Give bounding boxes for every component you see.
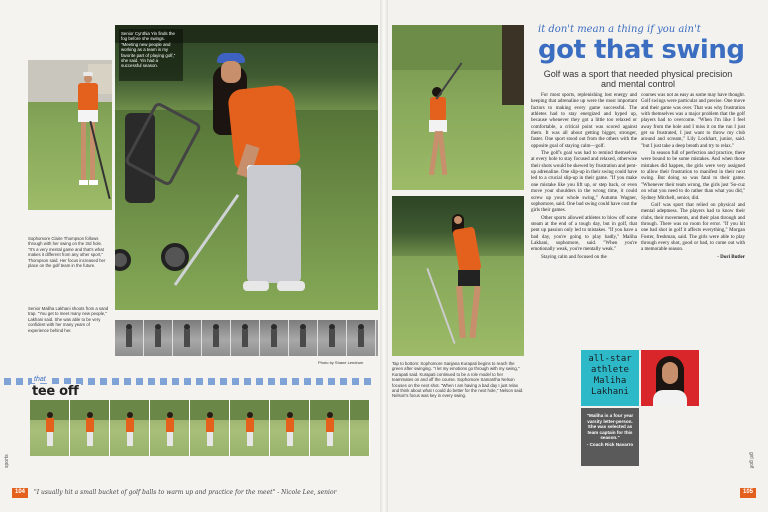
article-col2-p3: Golf was sport that relied on physical and mental adeptness. The players had to know their clubs, their movements, and their plan through and through. There was no room for error. "If you hit one bad shot in golf it affects everything," Morgan Foster, freshman, said. The girls were able to play through every shot, good or bad, to come out with a memorable season. — [641, 201, 745, 253]
allstar-line4: Lakhani — [591, 387, 629, 397]
tee-off-label-that: that — [34, 376, 46, 383]
subtitle: Golf was a sport that needed physical precision and mental control — [543, 69, 733, 89]
allstar-quote: "Maliha is a four year varsity letter-person. She was selected as team captain for this season." — [586, 413, 634, 441]
photo-sanjana-kurapati — [392, 25, 524, 190]
caption-claire-thompson: Sophomore Claire Thompson follows through with her swing on the 3rd hole. "It's a very mental game and that's what makes it different from any other sport," Thompson said. Her focus increased her place on the golf team in the future. — [28, 236, 106, 269]
tee-off-label: tee off — [32, 384, 79, 399]
caption-maliha-lakhani: Senior Maliha Lakhani shoots from a sand trap. "You get to meet many new people," Lakhani said. She was able to be very confident with her many years of experience behind her. — [28, 306, 109, 333]
title-main: got that swing — [538, 35, 745, 65]
page-gutter — [380, 0, 388, 512]
article-byline: - Dori Butler — [717, 253, 745, 260]
tee-off-swing-strip — [30, 400, 370, 456]
article-col2-p1: courses was not as easy as some may have thought. Golf swings were particular and precise. One move and their game was over. That was why frustration with themselves was a major problem that the golf players had to overcome. "When I'm like I feel away from the hole and I miss it on the run I just get so frustrated, I just want to throw my club around and scream," Lily Lockhart, junior, said. "but I just take a deep breath and try to relax." — [641, 92, 745, 149]
footer-quote: "I usually hit a small bucket of golf balls to warm up and practice for the meet" - Nicole Lee, senior — [34, 489, 337, 496]
allstar-box — [581, 350, 639, 406]
left-folio-label: sports — [4, 454, 10, 468]
right-page-number: 105 — [742, 489, 753, 495]
article-col1-p4: Staying calm and focused on the — [541, 253, 607, 260]
article-col2-p2: In season full of perfection and practice, there were bound to be some mistakes. And when those mistakes did happen, the girls were very assigned to allow their frustration to manifest in their next swing. But doing so was fatal to their game. "Whenever their team wrong, the girls just 'So-cuz on what you need to do rather than what you did," Sydney Mitchell, senior, did. — [641, 150, 745, 201]
article-column-1 — [531, 92, 637, 261]
allstar-line2: athlete — [591, 365, 629, 375]
allstar-attribution: - Coach Rick Navarro — [586, 441, 634, 447]
left-page-number: 104 — [14, 489, 25, 495]
portrait-maliha-lakhani — [641, 350, 699, 406]
article-column-2 — [641, 92, 745, 261]
grayscale-swing-strip — [115, 320, 378, 356]
article-col1-p1: For most sports, replenishing lost energy and keeping that adrenaline up were the most important factors to making every game successful. The athletes had to stay energized and hyped up, because whenever they got a little too relaxed or comfortable, a critical point was scored against them. It was all about getting bigger, stronger, faster. One sport stood out from the others with the opposite goal of staying calm—golf. — [531, 92, 637, 149]
photo-samantha-nelson — [392, 196, 524, 356]
article-col1-p3: Other sports allowed athletes to blow off some steam at the end of a tough day, but in golf, that pent up passion only led to mistakes. "If you have a bad day, you're going to play badly," Maliha Lakhani, sophomore, said. "When you're emotionally weak, you're mentally weak." — [531, 214, 637, 253]
title-script: it don't mean a thing if you ain't — [538, 24, 701, 35]
caption-kurapati-nelson: Tap to bottom: Sophomore Sanjana Kurapati begins to reach the green after swinging. "I let my emotions go through with my swing," Kurapati said. Kurapati continued to be a role model to her teammates on and off the course. Sophomore Samantha Nelson focuses on the next shot. "When I am having a bad day I just relax and think about what I could do better for the next hole," Nelson said. Nelson's focus was key in every swing. — [392, 361, 524, 399]
allstar-line3: Maliha — [593, 376, 627, 386]
article-col1-p2: The golf's goal was had to remind themselves at every hole to stay focused and relaxed, otherwise their shots would be skewed by frustration and pent-up adrenaline. One slip-up in their swing could have led to a crucial slip-up in their game. "If you make one mistake like you lift up, or step back, or even move your shoulders in the wrong time, it could screw up your whole swing," Autumn Wagner, sophomore, said. One bad swing could have cost the girls their games. — [531, 150, 637, 214]
allstar-quote-box — [581, 408, 639, 466]
right-folio-label: girl golf — [748, 452, 754, 469]
photo-claire-thompson — [28, 60, 112, 210]
photo-credit: Photo by Shane Lendrum — [318, 360, 364, 365]
allstar-line1: all-star — [588, 354, 632, 364]
caption-cynthia-yin: Senior Cynthia Yin finds the fog before she swings. "Meeting new people and working as a team is my favorite part of playing golf," she said. Yin had a successful season. — [121, 31, 176, 69]
